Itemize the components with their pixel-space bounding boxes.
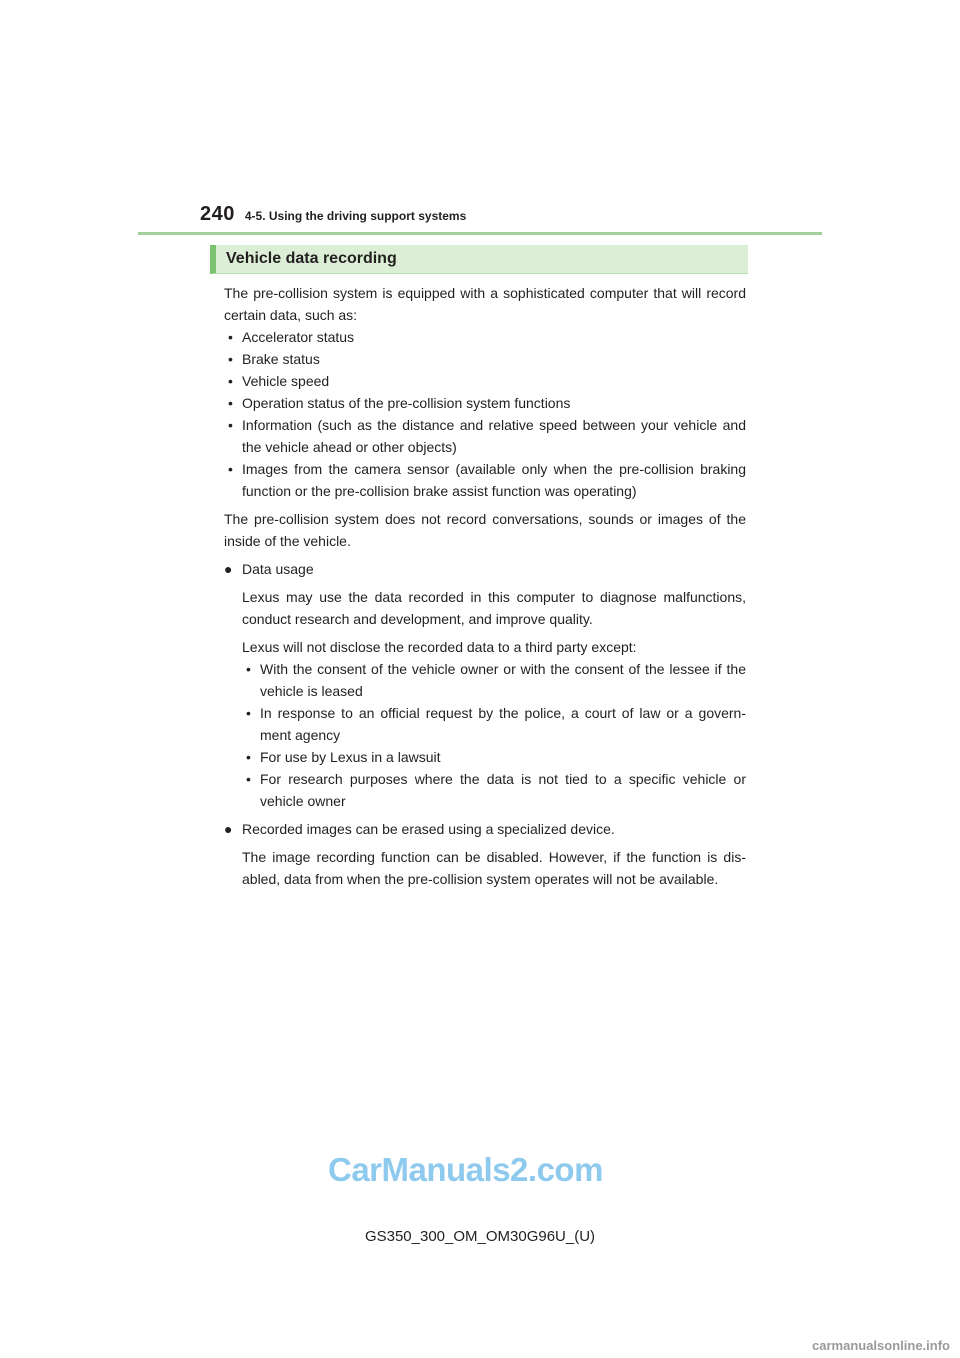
no-record-note: The pre-collision system does not record conversations, sounds or images of the inside of the vehicle.	[224, 511, 746, 549]
data-usage-title: Data usage	[242, 561, 314, 577]
section-heading	[210, 245, 748, 274]
list-item: • Information (such as the distance and relative speed between your vehicle and the vehicle ahead or other objects)	[228, 414, 746, 458]
intro-paragraph: The pre-collision system is equipped with a sophisticated computer that will record certain data, such as:	[224, 285, 746, 323]
list-item: • For research purposes where the data is not tied to a specific vehicle or vehicle owner	[246, 768, 746, 812]
disclosure-intro: Lexus will not disclose the recorded data to a third party except:	[242, 639, 637, 655]
bullet-icon: ●	[224, 821, 233, 837]
exceptions-list	[242, 658, 746, 812]
list-item: • Accelerator status	[228, 326, 746, 348]
section-title: 4-5. Using the driving support systems	[244, 209, 467, 223]
page-number: 240	[200, 203, 235, 225]
list-item: • Operation status of the pre-collision system functions	[228, 392, 746, 414]
list-item: • With the consent of the vehicle owner or with the consent of the lessee if the vehicle is leased	[246, 658, 746, 702]
list-item: • For use by Lexus in a lawsuit	[246, 746, 746, 768]
footer-code: GS350_300_OM_OM30G96U_(U)	[364, 1228, 596, 1245]
watermark-site: carmanualsonline.info	[812, 1338, 950, 1353]
list-item: • In response to an official request by the police, a court of law or a govern-ment agency	[246, 702, 746, 746]
bullet-icon: ●	[224, 561, 233, 577]
erase-text: The image recording function can be disabled. However, if the function is dis-abled, data from when the pre-collision system operates will not be available.	[242, 849, 746, 887]
header-divider	[138, 232, 822, 235]
page-header	[200, 203, 466, 233]
watermark-logo: CarManuals2.com	[328, 1151, 603, 1188]
list-item: • Brake status	[228, 348, 746, 370]
list-item: • Vehicle speed	[228, 370, 746, 392]
body-text	[224, 282, 746, 890]
data-usage-text: Lexus may use the data recorded in this computer to diagnose malfunctions, conduct research and development, and improve quality.	[242, 589, 746, 627]
erase-section	[224, 818, 746, 890]
recorded-items-list	[224, 326, 746, 502]
erase-title: Recorded images can be erased using a specialized device.	[242, 821, 615, 837]
data-usage-section	[224, 558, 746, 812]
section-heading-text: Vehicle data recording	[226, 250, 397, 267]
list-item: • Images from the camera sensor (available only when the pre-collision braking function or the pre-collision brake assist function was operating)	[228, 458, 746, 502]
